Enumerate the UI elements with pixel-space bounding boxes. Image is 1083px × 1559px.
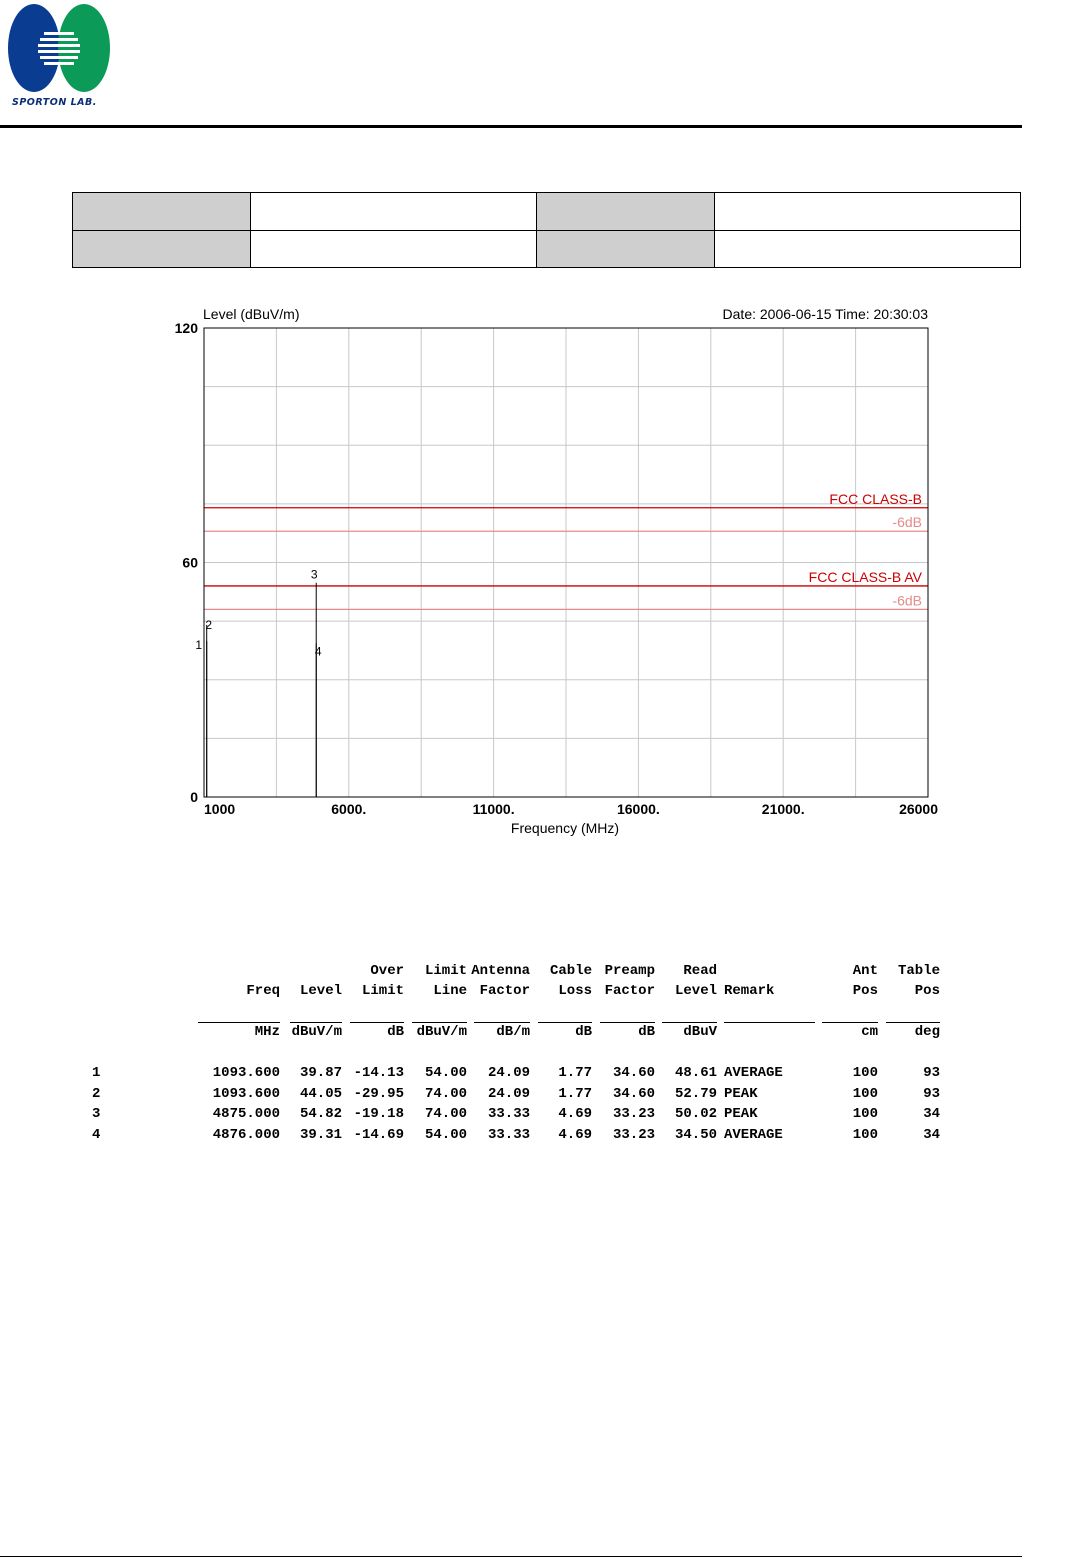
footer-rule — [0, 1556, 1022, 1557]
table-cell: 39.87 — [299, 1065, 342, 1081]
table-row-index: 4 — [92, 1126, 101, 1143]
table-header-cell: Loss — [558, 983, 592, 999]
table-cell: 4.69 — [558, 1106, 592, 1122]
table-unit-cell: dBuV/m — [416, 1024, 467, 1040]
limit-line-label: -6dB — [892, 514, 922, 531]
table-unit-cell: dB — [638, 1024, 655, 1040]
table-cell: 39.31 — [299, 1126, 342, 1143]
x-tick-label: 6000. — [331, 801, 367, 817]
table-unit-cell: deg — [914, 1024, 940, 1040]
table-unit-cell: MHz — [254, 1024, 280, 1040]
table-unit-cell: dB/m — [496, 1024, 530, 1040]
logo-text: SPORTON LAB. — [12, 97, 97, 108]
x-tick-label: 16000. — [616, 801, 660, 817]
table-cell: AVERAGE — [724, 1126, 783, 1143]
header-underline — [290, 1022, 342, 1023]
y-axis-label: Level (dBuV/m) — [203, 306, 300, 322]
date-stamp: Date: 2006-06-15 Time: 20:30:03 — [722, 306, 928, 322]
table-cell: 100 — [852, 1085, 878, 1102]
info-row — [73, 230, 1021, 268]
data-point-label: 2 — [205, 617, 213, 632]
table-header-cell: Read — [683, 963, 717, 979]
table-unit-cell: dBuV — [683, 1024, 717, 1040]
table-unit-cell: dB — [387, 1024, 404, 1040]
table-cell: -14.13 — [353, 1065, 404, 1081]
table-header-cell: Remark — [724, 983, 775, 999]
table-header-cell: Antenna — [471, 963, 530, 979]
table-cell: 100 — [852, 1106, 878, 1122]
info-value-cell — [715, 193, 1021, 231]
table-cell: -29.95 — [353, 1085, 404, 1102]
table-header-cell: Limit — [424, 963, 467, 979]
header-underline — [822, 1022, 878, 1023]
limit-line-label: FCC CLASS-B — [829, 490, 922, 507]
info-value-cell — [715, 230, 1021, 268]
data-point-label: 3 — [310, 567, 318, 582]
table-header-cell: Over — [370, 963, 404, 979]
data-point-label: 4 — [314, 644, 322, 659]
header-underline — [600, 1022, 655, 1023]
header-underline — [724, 1022, 815, 1023]
header-underline — [474, 1022, 530, 1023]
table-header-cell: Cable — [549, 963, 592, 979]
table-header-cell: Pos — [914, 983, 940, 999]
y-tick-label: 120 — [174, 320, 198, 336]
table-cell: 34 — [923, 1126, 940, 1143]
table-unit-cell: cm — [861, 1024, 878, 1040]
table-row-index: 2 — [92, 1085, 101, 1102]
table-cell: 1.77 — [558, 1085, 592, 1102]
table-cell: 48.61 — [674, 1065, 717, 1081]
table-cell: 93 — [923, 1065, 940, 1081]
table-cell: 50.02 — [674, 1106, 717, 1122]
table-unit-cell: dB — [575, 1024, 592, 1040]
table-cell: 52.79 — [674, 1085, 717, 1102]
table-header-cell: Preamp — [604, 963, 655, 979]
x-tick-label: 1000 — [204, 801, 236, 817]
table-header-cell: Factor — [479, 983, 530, 999]
table-cell: 33.23 — [612, 1106, 655, 1122]
emission-chart — [150, 290, 950, 850]
table-cell: 1093.600 — [212, 1065, 280, 1081]
table-cell: PEAK — [724, 1085, 758, 1102]
limit-line-label: FCC CLASS-B AV — [808, 568, 922, 585]
table-header-cell: Factor — [604, 983, 655, 999]
info-row — [73, 193, 1021, 231]
table-cell: PEAK — [724, 1106, 758, 1122]
table-header-cell: Level — [299, 983, 342, 999]
y-tick-label: 0 — [190, 789, 198, 805]
info-table — [72, 192, 1021, 268]
limit-line-label: -6dB — [892, 592, 922, 609]
table-header-cell: Ant — [852, 963, 878, 979]
table-cell: 4876.000 — [212, 1126, 280, 1143]
table-cell: 93 — [923, 1085, 940, 1102]
table-cell: -19.18 — [353, 1106, 404, 1122]
header-rule — [0, 125, 1022, 128]
info-label-cell — [73, 230, 251, 268]
table-header-cell: Line — [433, 983, 467, 999]
table-cell: 4875.000 — [212, 1106, 280, 1122]
y-tick-label: 60 — [182, 554, 198, 571]
table-row-index: 1 — [92, 1065, 101, 1081]
data-point-label: 1 — [195, 638, 203, 653]
table-header-cell: Freq — [246, 983, 280, 999]
table-cell: 34.60 — [612, 1085, 655, 1102]
table-cell: 33.33 — [487, 1106, 530, 1122]
table-cell: 24.09 — [487, 1085, 530, 1102]
header-underline — [538, 1022, 592, 1023]
info-label-cell — [537, 230, 715, 268]
table-cell: 4.69 — [558, 1126, 592, 1143]
header-underline — [662, 1022, 717, 1023]
info-value-cell — [251, 193, 537, 231]
sporton-logo — [4, 2, 114, 110]
table-cell: 100 — [852, 1065, 878, 1081]
table-cell: AVERAGE — [724, 1065, 783, 1081]
table-cell: 54.82 — [299, 1106, 342, 1122]
table-cell: 33.23 — [612, 1126, 655, 1143]
table-header-cell: Table — [897, 963, 940, 979]
info-label-cell — [73, 193, 251, 231]
table-header-cell: Pos — [852, 983, 878, 999]
table-cell: 54.00 — [424, 1126, 467, 1143]
x-tick-label: 26000 — [899, 801, 938, 817]
table-cell: -14.69 — [353, 1126, 404, 1143]
table-cell: 1093.600 — [212, 1085, 280, 1102]
table-cell: 34 — [923, 1106, 940, 1122]
table-cell: 100 — [852, 1126, 878, 1143]
table-header-cell: Limit — [361, 983, 404, 999]
x-axis-label: Frequency (MHz) — [510, 820, 620, 836]
table-cell: 34.60 — [612, 1065, 655, 1081]
header-underline — [886, 1022, 940, 1023]
x-tick-label: 11000. — [472, 801, 515, 817]
table-cell: 33.33 — [487, 1126, 530, 1143]
table-header-cell: Level — [674, 983, 717, 999]
table-cell: 34.50 — [674, 1126, 717, 1143]
table-cell: 54.00 — [424, 1065, 467, 1081]
header-underline — [350, 1022, 404, 1023]
table-cell: 24.09 — [487, 1065, 530, 1081]
data-marks — [195, 568, 322, 797]
table-cell: 1.77 — [558, 1065, 592, 1081]
info-label-cell — [537, 193, 715, 231]
table-cell: 74.00 — [424, 1085, 467, 1102]
x-tick-label: 21000. — [761, 801, 805, 817]
table-cell: 74.00 — [424, 1106, 467, 1122]
table-unit-cell: dBuV/m — [291, 1024, 342, 1040]
table-row-index: 3 — [92, 1106, 101, 1122]
chart-grid — [204, 328, 928, 797]
header-underline — [198, 1022, 280, 1023]
header-underline — [412, 1022, 467, 1023]
info-value-cell — [251, 230, 537, 268]
table-cell: 44.05 — [299, 1085, 342, 1102]
